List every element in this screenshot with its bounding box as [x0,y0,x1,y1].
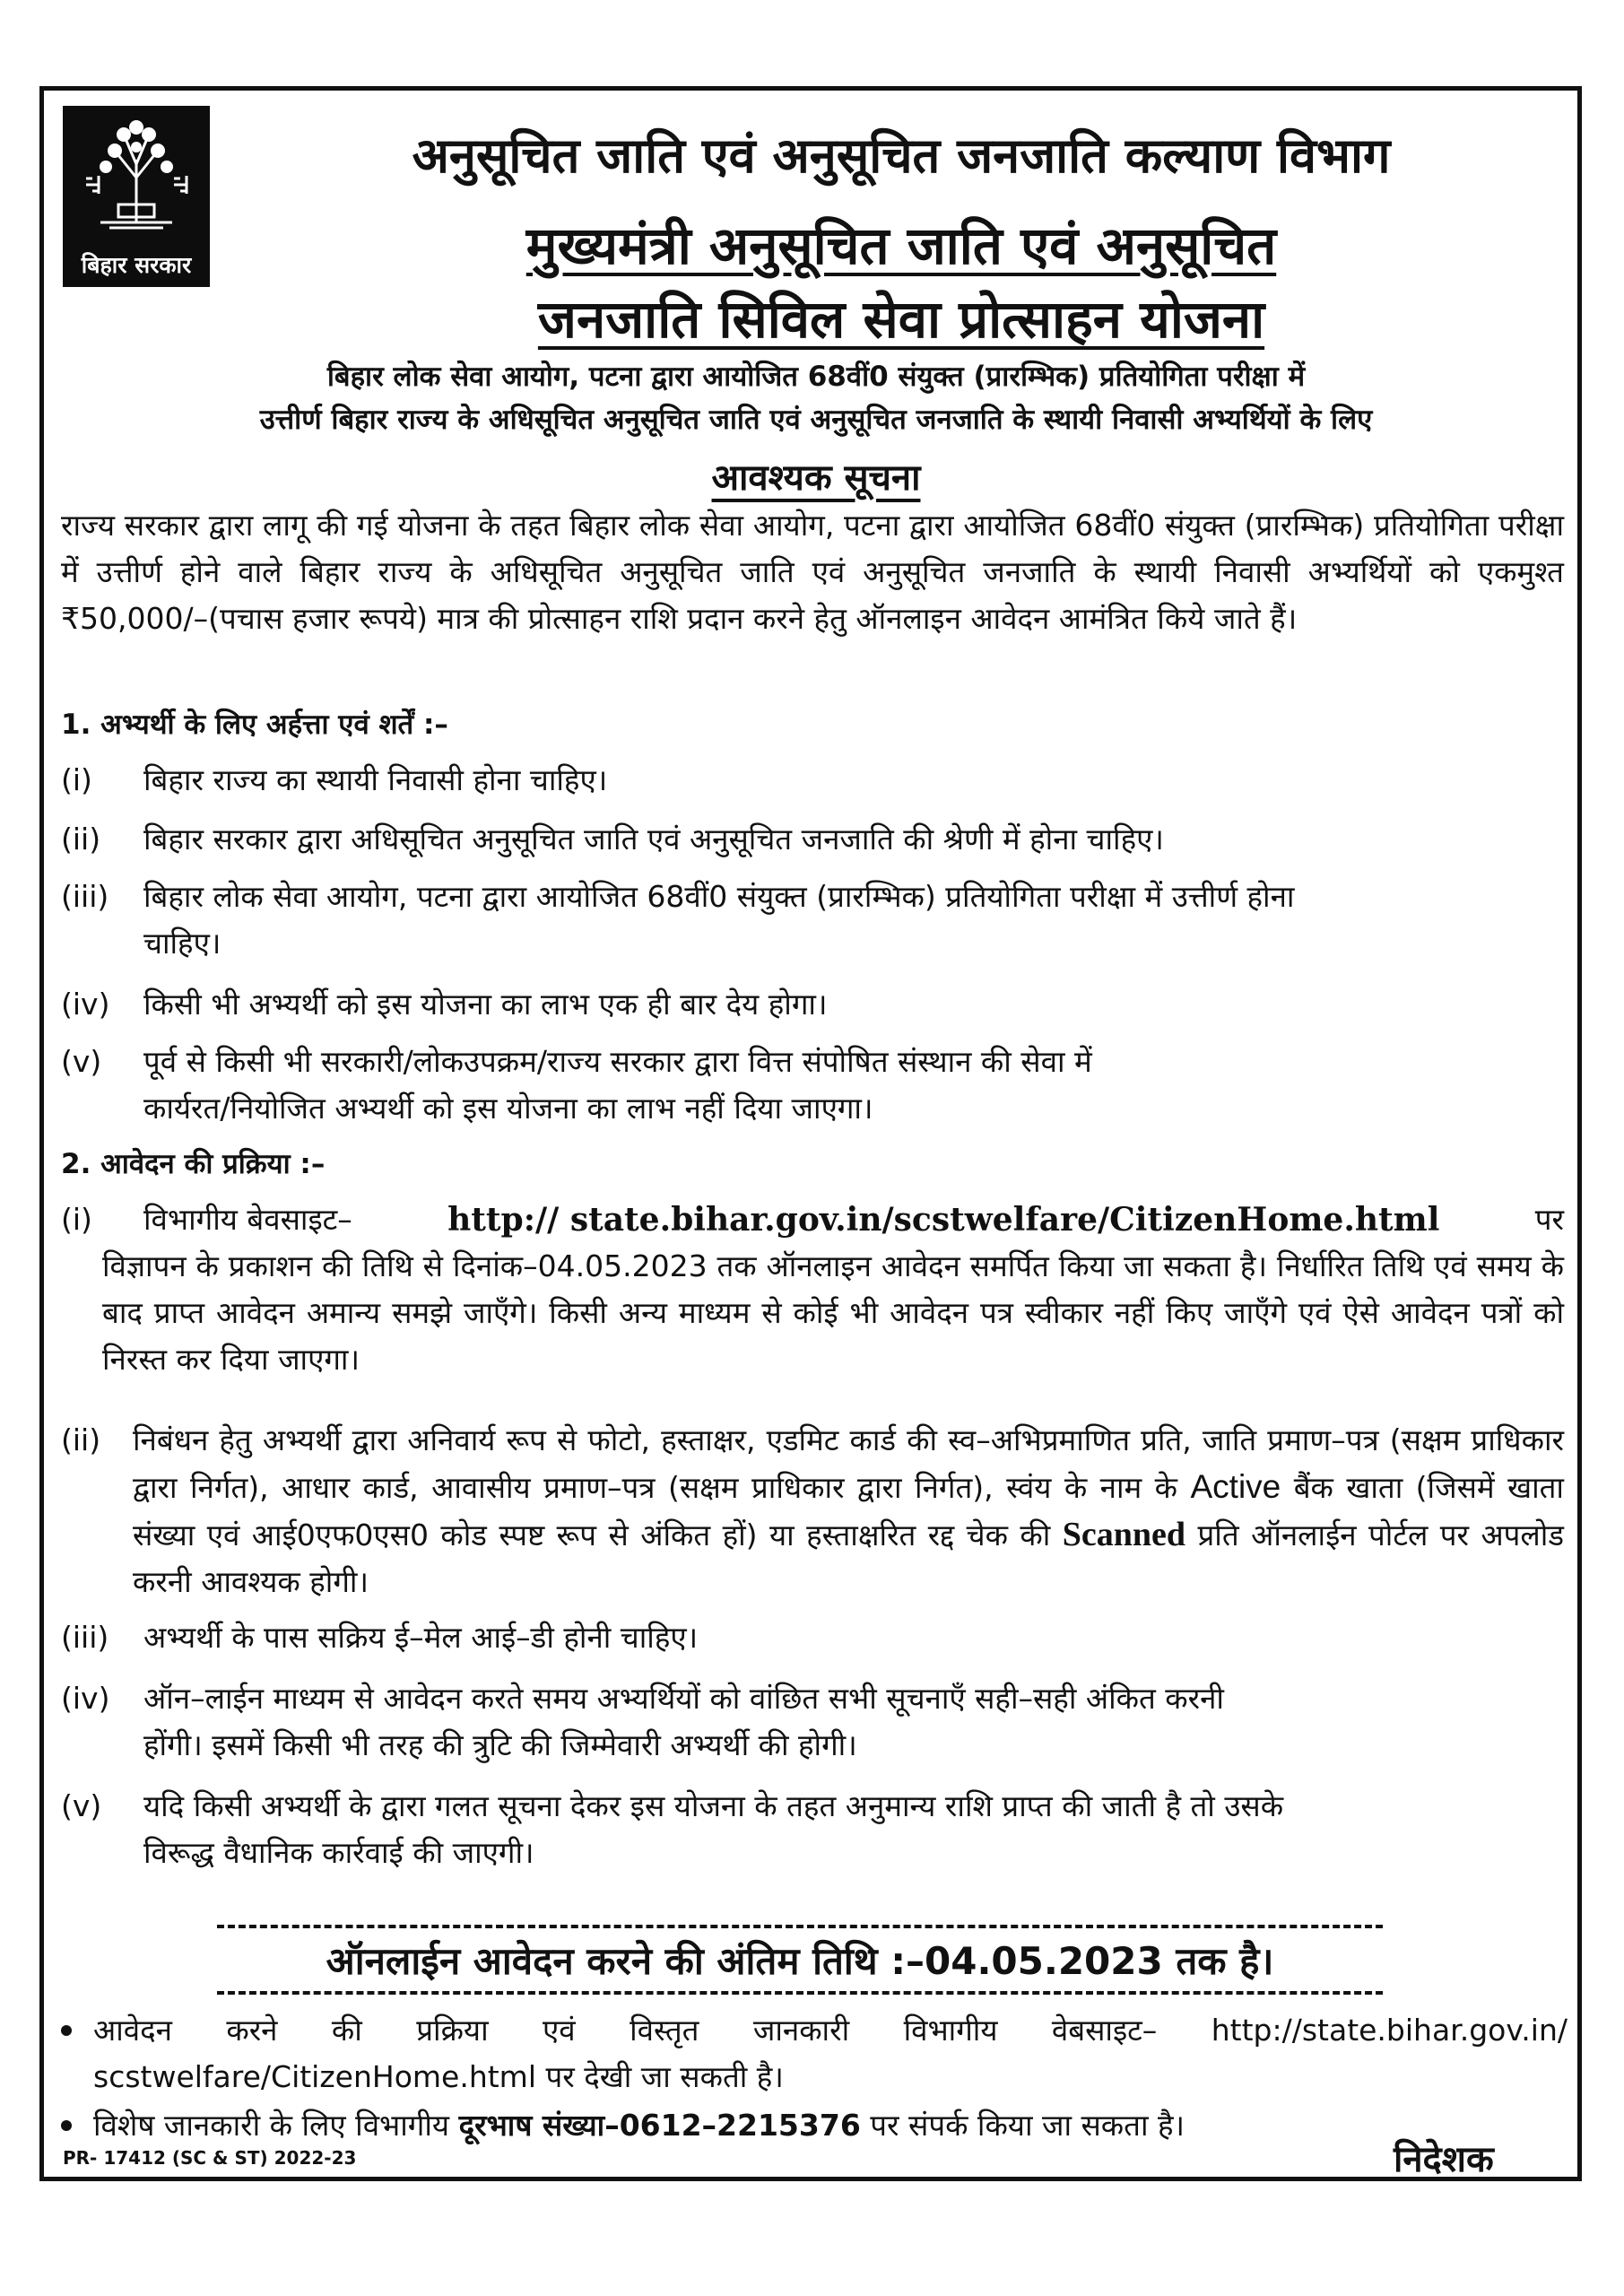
bullet-text [93,2102,1352,2149]
bullet-dot-icon [61,2025,72,2036]
item-text: अभ्यर्थी के पास सक्रिय ई–मेल आई–डी होनी चाहिए। [143,1620,699,1655]
eligibility-item [61,816,1564,863]
item-label: (i) [61,762,92,797]
item-text: पूर्व से किसी भी सरकारी/लोकउपक्रम/राज्य सरकार द्वारा वित्त संपोषित संस्थान की सेवा में [143,1044,1092,1079]
item-text [143,1196,1564,1243]
scheme-title-line1-wrap [233,208,1569,279]
department-title: अनुसूचित जाति एवं अनुसूचित जनजाति कल्याण विभाग [412,127,1391,184]
item-label: (v) [61,1044,102,1079]
section2-title: 2. आवेदन की प्रक्रिया :– [61,1148,326,1180]
eligibility-item [61,874,1564,967]
item-text-c: प्रति ऑनलाईन पोर्टल पर अपलोड करनी आवश्यक होगी। [133,1518,1564,1599]
eligibility-item [61,1039,1564,1132]
item-text-b: बैंक खाता (जिसमें खाता संख्या एवं आई0एफ0एस0 कोड स्पष्ट रूप से अंकित हों) या हस्ताक्षरित रद्द चेक की [133,1470,1564,1552]
section1-title: 1. अभ्यर्थी के लिए अर्हत्ता एवं शर्तें :– [61,709,448,741]
pr-number: PR- 17412 (SC & ST) 2022-23 [63,2147,357,2169]
intro-paragraph: राज्य सरकार द्वारा लागू की गई योजना के तहत बिहार लोक सेवा आयोग, पटना द्वारा आयोजित 68वीं0 संयुक्त (प्रारम्भिक) प्रतियोगिता परीक्षा में उत्तीर्ण होने वाले बिहार राज्य के अधिसूचित अनुसूचित जाति एवं अनुसूचित जनजाति के स्थायी निवासी अभ्यर्थियों को एकमुश्त ₹50,000/–(पचास हजार रूपये) मात्र की प्रोत्साहन राशि प्रदान करने हेतु ऑनलाइन आवेदन आमंत्रित किये जाते हैं। [61,508,1564,636]
scheme-title-line1: मुख्यमंत्री अनुसूचित जाति एवं अनुसूचित [525,215,1277,276]
item-text [133,1417,1564,1605]
subtitle-line2: उत्तीर्ण बिहार राज्य के अधिसूचित अनुसूचित जाति एवं अनुसूचित जनजाति के स्थायी निवासी अभ्यर्थियों के लिए [259,404,1373,436]
item-text: यदि किसी अभ्यर्थी के द्वारा गलत सूचना देकर इस योजना के तहत अनुमान्य राशि प्राप्त की जाती है तो उसके [143,1788,1284,1823]
active-word: Active [1190,1468,1281,1505]
item-text-tail: कार्यरत/नियोजित अभ्यर्थी को इस योजना का लाभ नहीं दिया जाएगा। [143,1091,873,1126]
scanned-word: Scanned [1062,1516,1186,1553]
eligibility-item [61,981,1564,1028]
item-label: (iii) [61,1620,109,1655]
item-text-tail: होंगी। इसमें किसी भी तरह की त्रुटि की जिम्मेवारी अभ्यर्थी की होगी। [143,1727,857,1762]
bodhi-tree-emblem-icon [79,115,194,240]
item-text: बिहार लोक सेवा आयोग, पटना द्वारा आयोजित 68वीं0 संयुक्त (प्रारम्भिक) प्रतियोगिता परीक्षा में उत्तीर्ण होना [143,879,1295,914]
item-text: किसी भी अभ्यर्थी को इस योजना का लाभ एक ही बार देय होगा। [143,987,828,1022]
item-label: (ii) [61,1422,101,1457]
item-label: (iv) [61,987,110,1022]
website-link[interactable]: http:// state.bihar.gov.in/scstwelfare/CitizenHome.html [447,1201,1440,1239]
process-item [61,1614,1564,1661]
item-text: बिहार सरकार द्वारा अधिसूचित अनुसूचित जाति एवं अनुसूचित जनजाति की श्रेणी में होना चाहिए। [143,822,1164,857]
item-pre: विभागीय बेवसाइट– [143,1202,352,1237]
bihar-government-logo [63,106,210,287]
item-label: (ii) [61,822,101,857]
process-item [61,1196,1564,1383]
phone-number: दूरभाष संख्या–0612–2215376 [458,2108,861,2143]
notice-title: आवश्यक सूचना [711,457,921,499]
signatory: निदेशक [1394,2139,1494,2180]
subtitle-line1: बिहार लोक सेवा आयोग, पटना द्वारा आयोजित 68वीं0 संयुक्त (प्रारम्भिक) प्रतियोगिता परीक्षा में [326,361,1306,393]
bullet-pre: विशेष जानकारी के लिए विभागीय [93,2108,450,2143]
process-item [61,1783,1564,1876]
logo-text: बिहार सरकार [81,252,192,278]
scheme-title-line2-wrap [233,282,1569,352]
bullet-text: आवेदन करने की प्रक्रिया एवं विस्तृत जानकारी विभागीय वेबसाइट– http://state.bihar.gov.in/ scstwelfare/CitizenHome.html पर देखी जा सकती है। [93,2013,1568,2094]
item-post: पर [1534,1202,1564,1237]
item-text: ऑन–लाईन माध्यम से आवेदन करते समय अभ्यर्थियों को वांछित सभी सूचनाएँ सही–सही अंकित करनी [143,1681,1224,1716]
item-label: (iv) [61,1681,110,1716]
item-text-tail: चाहिए। [143,926,221,961]
deadline-box: ऑनलाईन आवेदन करने की अंतिम तिथि :–04.05.2023 तक है। [217,1925,1383,1995]
bullet-dot-icon [61,2120,72,2131]
scheme-title-line2: जनजाति सिविल सेवा प्रोत्साहन योजना [537,289,1265,350]
item-text: बिहार राज्य का स्थायी निवासी होना चाहिए। [143,762,608,797]
item-text-a: निबंधन हेतु अभ्यर्थी द्वारा अनिवार्य रूप से फोटो, हस्ताक्षर, एडमिट कार्ड की स्व–अभिप्रमाणित प्रति, जाति प्रमाण–पत्र (सक्षम प्राधिकार द्वारा निर्गत), आधार कार्ड, आवासीय प्रमाण–पत्र (सक्षम प्राधिकार द्वारा निर्गत), स्वंय के नाम के [133,1422,1564,1505]
eligibility-item [61,757,1564,804]
info-bullet [61,2102,1352,2149]
process-item [61,1417,1564,1605]
item-label: (v) [61,1788,102,1823]
item-text-tail: विरूद्ध वैधानिक कार्रवाई की जाएगी। [143,1835,534,1870]
item-label: (i) [61,1202,92,1237]
notice-title-wrap [63,451,1569,500]
process-item [61,1675,1564,1769]
info-bullet [61,2007,1568,2100]
bullet-post: पर संपर्क किया जा सकता है। [870,2108,1185,2143]
item-text-tail: विज्ञापन के प्रकाशन की तिथि से दिनांक–04.05.2023 तक ऑनलाइन आवेदन समर्पित किया जा सकता है। निर्धारित तिथि एवं समय के बाद प्राप्त आवेदन अमान्य समझे जाएँगे। किसी अन्य माध्यम से कोई भी आवेदन पत्र स्वीकार नहीं किए जाएँगे एवं ऐसे आवेदन पत्रों को निरस्त कर दिया जाएगा। [102,1248,1564,1377]
item-label: (iii) [61,879,109,914]
